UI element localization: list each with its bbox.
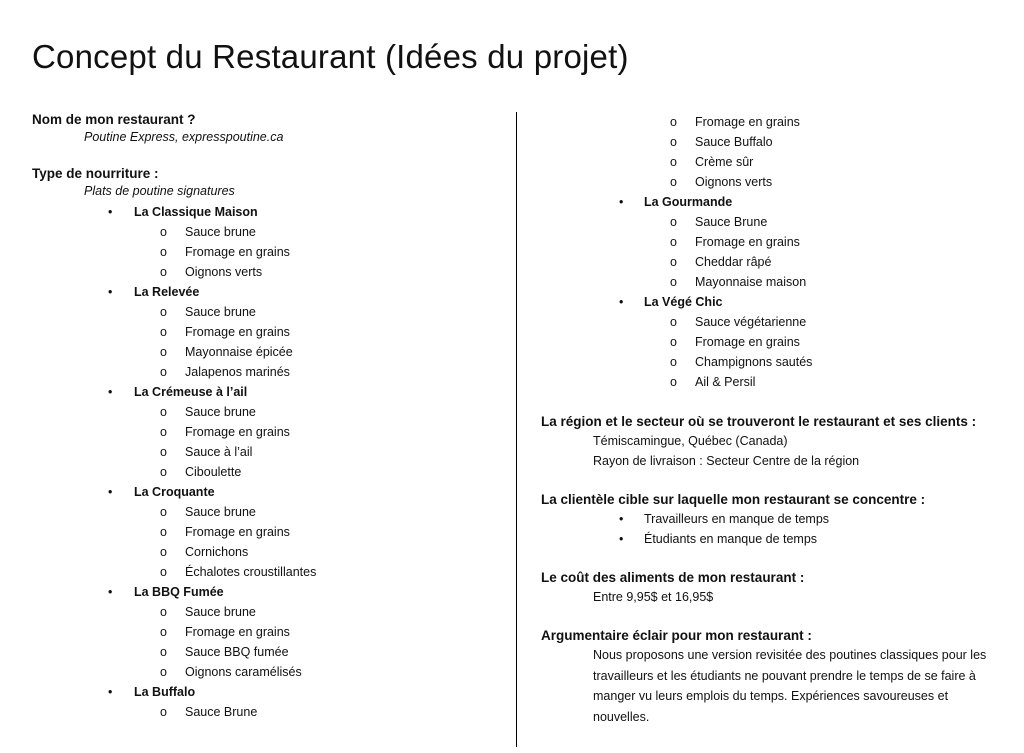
buffalo-ingredients-continued: [541, 112, 1011, 192]
dish-item: [32, 202, 502, 282]
restaurant-name-heading: Nom de mon restaurant ?: [32, 112, 196, 127]
ingredient-item: o Fromage en grains: [541, 112, 1011, 132]
region-line: Témiscamingue, Québec (Canada): [593, 434, 788, 448]
ingredient-item: o Sauce Buffalo: [541, 132, 1011, 152]
dish-item: [541, 292, 1011, 392]
dish-name: • La Classique Maison: [32, 202, 502, 222]
ingredient-item: o Oignons verts: [32, 262, 502, 282]
dish-name: • La BBQ Fumée: [32, 582, 502, 602]
ingredient-item: o Ciboulette: [32, 462, 502, 482]
pitch-text: Nous proposons une version revisitée des poutines classiques pour les travailleurs et les étudiants ne pouvant prendre le temps de se faire à manger vu leurs emplois du temps. Expériences savoureuses et nouvelles.: [593, 648, 987, 724]
ingredient-list: [32, 402, 502, 482]
ingredient-item: o Sauce BBQ fumée: [32, 642, 502, 662]
ingredient-item: o Fromage en grains: [32, 422, 502, 442]
ingredient-list: [32, 302, 502, 382]
ingredient-item: o Fromage en grains: [541, 232, 1011, 252]
dish-name: • La Relevée: [32, 282, 502, 302]
ingredient-item: o Champignons sautés: [541, 352, 1011, 372]
ingredient-item: o Cornichons: [32, 542, 502, 562]
delivery-radius-line: Rayon de livraison : Secteur Centre de la région: [593, 454, 860, 468]
ingredient-item: o Oignons verts: [541, 172, 1011, 192]
food-type-subtitle: Plats de poutine signatures: [84, 184, 235, 198]
dish-name: • La Croquante: [32, 482, 502, 502]
dish-list-continued: [541, 192, 1011, 392]
ingredient-list: [32, 222, 502, 282]
ingredient-item: o Ail & Persil: [541, 372, 1011, 392]
restaurant-name-value: Poutine Express, expresspoutine.ca: [84, 130, 284, 144]
cost-heading: Le coût des aliments de mon restaurant :: [541, 570, 805, 585]
dish-item: [32, 582, 502, 682]
dish-item: [32, 682, 502, 722]
ingredient-item: o Oignons caramélisés: [32, 662, 502, 682]
ingredient-item: o Crème sûr: [541, 152, 1011, 172]
pitch-heading: Argumentaire éclair pour mon restaurant :: [541, 628, 812, 643]
dish-item: [32, 382, 502, 482]
ingredient-item: o Jalapenos marinés: [32, 362, 502, 382]
dish-list: [32, 202, 502, 722]
column-divider: [516, 112, 517, 747]
ingredient-item: o Cheddar râpé: [541, 252, 1011, 272]
ingredient-item: o Sauce brune: [32, 302, 502, 322]
clientele-list: [541, 509, 1011, 549]
dish-item: [32, 282, 502, 382]
region-details: [593, 431, 1011, 471]
ingredient-item: o Fromage en grains: [32, 322, 502, 342]
cost-value: Entre 9,95$ et 16,95$: [593, 590, 714, 604]
clientele-heading: La clientèle cible sur laquelle mon restaurant se concentre :: [541, 492, 926, 507]
ingredient-list: [32, 502, 502, 582]
ingredient-item: o Échalotes croustillantes: [32, 562, 502, 582]
dish-name: • La Gourmande: [541, 192, 1011, 212]
ingredient-item: o Mayonnaise maison: [541, 272, 1011, 292]
dish-name: • La Buffalo: [32, 682, 502, 702]
ingredient-list: [32, 702, 502, 722]
ingredient-item: o Sauce brune: [32, 502, 502, 522]
ingredient-item: o Sauce végétarienne: [541, 312, 1011, 332]
ingredient-item: o Sauce brune: [32, 602, 502, 622]
clientele-item: • Étudiants en manque de temps: [541, 529, 1011, 549]
food-type-heading: Type de nourriture :: [32, 166, 159, 181]
ingredient-list: [32, 602, 502, 682]
ingredient-item: o Fromage en grains: [32, 522, 502, 542]
ingredient-item: o Sauce à l’ail: [32, 442, 502, 462]
left-column: [32, 112, 502, 722]
dish-item: [32, 482, 502, 582]
region-heading: La région et le secteur où se trouveront le restaurant et ses clients :: [541, 414, 977, 429]
page-title: Concept du Restaurant (Idées du projet): [32, 38, 629, 75]
ingredient-item: o Sauce brune: [32, 402, 502, 422]
ingredient-item: o Sauce Brune: [32, 702, 502, 722]
right-column: [541, 112, 1011, 727]
ingredient-item: o Fromage en grains: [32, 242, 502, 262]
ingredient-list: [541, 312, 1011, 392]
dish-name: • La Crémeuse à l’ail: [32, 382, 502, 402]
dish-item: [541, 192, 1011, 292]
ingredient-item: o Sauce Brune: [541, 212, 1011, 232]
ingredient-item: o Fromage en grains: [32, 622, 502, 642]
ingredient-list: [541, 212, 1011, 292]
ingredient-item: o Mayonnaise épicée: [32, 342, 502, 362]
ingredient-item: o Sauce brune: [32, 222, 502, 242]
ingredient-item: o Fromage en grains: [541, 332, 1011, 352]
dish-name: • La Végé Chic: [541, 292, 1011, 312]
clientele-item: • Travailleurs en manque de temps: [541, 509, 1011, 529]
